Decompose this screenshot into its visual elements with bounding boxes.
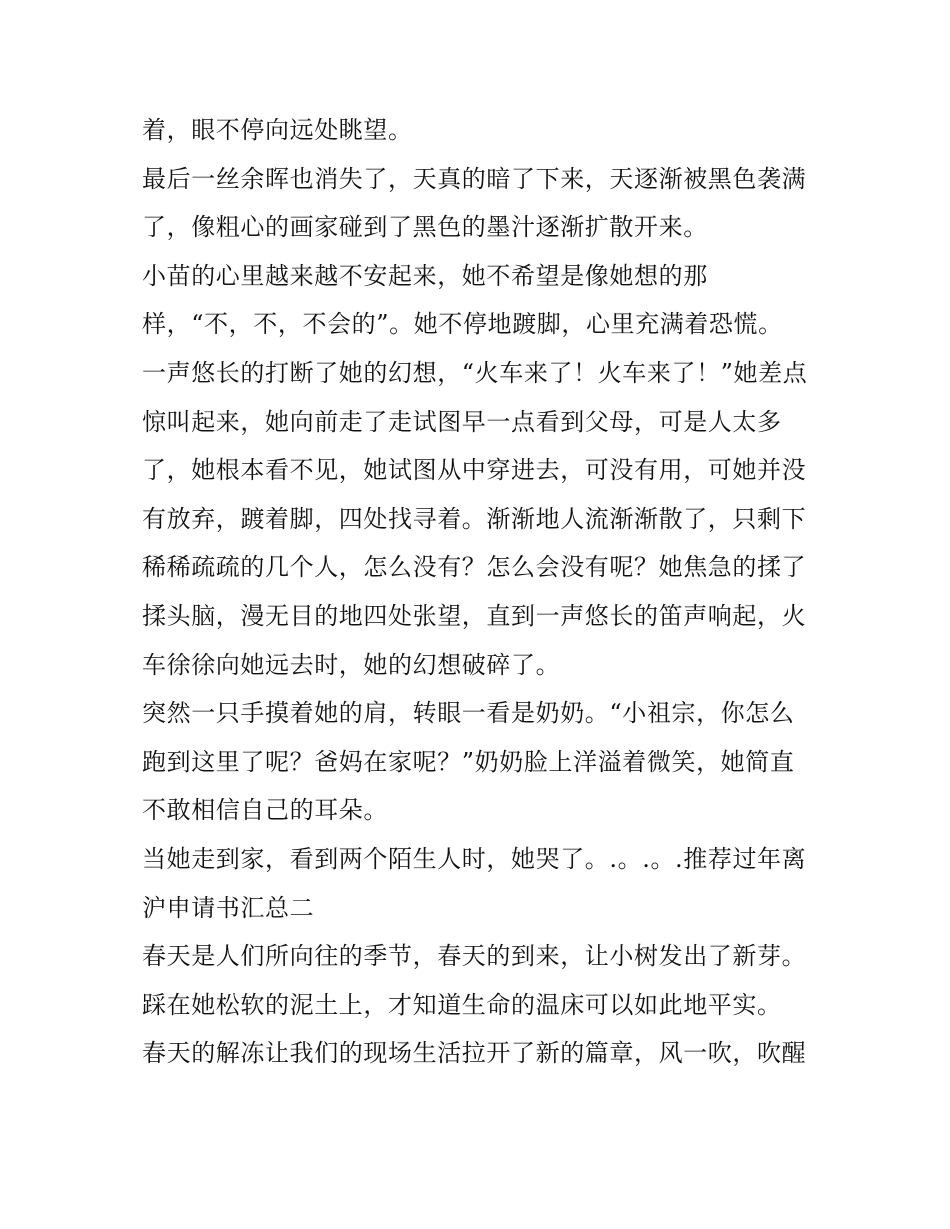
text-line: 了，她根本看不见，她试图从中穿进去，可没有用，可她并没 — [142, 456, 807, 485]
text-line: 了，像粗心的画家碰到了黑色的墨汁逐渐扩散开来。 — [142, 213, 708, 242]
text-line: 揉头脑，漫无目的地四处张望，直到一声悠长的笛声响起，火 — [142, 601, 807, 630]
text-line: 一声悠长的打断了她的幻想，“火车来了！火车来了！”她差点 — [142, 358, 808, 387]
text-line: 最后一丝余晖也消失了，天真的暗了下来，天逐渐被黑色袭满 — [142, 164, 807, 193]
text-line: 当她走到家，看到两个陌生人时，她哭了。.。.。.推荐过年离 — [142, 844, 807, 873]
section-heading: 沪申请书汇总二 — [142, 893, 315, 922]
text-line: 样，“不，不，不会的”。她不停地踱脚，心里充满着恐慌。 — [142, 310, 783, 339]
text-line: 春天的解冻让我们的现场生活拉开了新的篇章，风一吹，吹醒 — [142, 1039, 807, 1068]
text-line: 跑到这里了呢？爸妈在家呢？”奶奶脸上洋溢着微笑，她简直 — [142, 747, 795, 776]
text-line: 小苗的心里越来越不安起来，她不希望是像她想的那 — [142, 261, 708, 290]
text-line: 突然一只手摸着她的肩，转眼一看是奶奶。“小祖宗，你怎么 — [142, 699, 795, 728]
text-line: 车徐徐向她远去时，她的幻想破碎了。 — [142, 650, 561, 679]
text-line: 惊叫起来，她向前走了走试图早一点看到父母，可是人太多 — [142, 407, 782, 436]
text-line: 着，眼不停向远处眺望。 — [142, 116, 413, 144]
text-line: 踩在她松软的泥土上，才知道生命的温床可以如此地平实。 — [142, 990, 782, 1019]
text-line: 有放弃，踱着脚，四处找寻着。渐渐地人流渐渐散了，只剩下 — [142, 504, 807, 533]
text-line: 稀稀疏疏的几个人，怎么没有？怎么会没有呢？她焦急的揉了 — [142, 553, 807, 582]
text-line: 春天是人们所向往的季节，春天的到来，让小树发出了新芽。 — [142, 942, 807, 971]
body-text — [142, 110, 822, 1082]
text-line: 不敢相信自己的耳朵。 — [142, 796, 388, 825]
